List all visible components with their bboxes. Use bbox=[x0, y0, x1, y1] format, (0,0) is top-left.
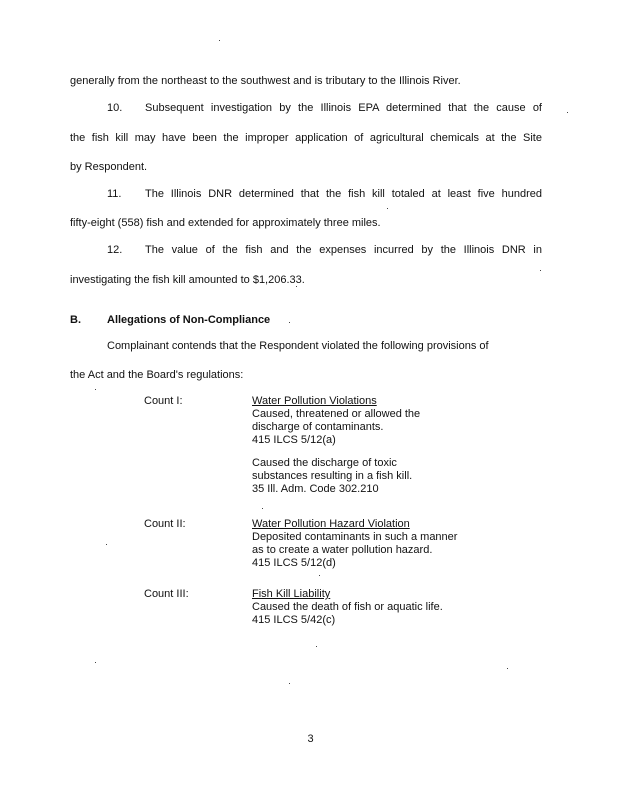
scan-speck bbox=[289, 683, 290, 684]
paragraph-10-number: 10. bbox=[107, 102, 123, 114]
paragraph-12-line-2: investigating the fish kill amounted to $1,206.33. bbox=[70, 274, 305, 286]
intro-line-2: the Act and the Board's regulations: bbox=[70, 369, 244, 381]
scan-speck bbox=[95, 662, 96, 663]
count-2-line-2: as to create a water pollution hazard. bbox=[252, 544, 433, 556]
section-b-letter: B. bbox=[70, 314, 81, 326]
count-1-label: Count I: bbox=[144, 395, 183, 407]
section-b-heading: Allegations of Non-Compliance bbox=[107, 314, 271, 326]
scan-speck bbox=[106, 544, 107, 545]
scan-speck bbox=[289, 322, 290, 323]
scan-speck bbox=[262, 508, 263, 509]
scan-speck bbox=[567, 112, 568, 113]
paragraph-10-line-2: the fish kill may have been the improper application of agricultural chemicals at the Site bbox=[70, 132, 542, 144]
page-number: 3 bbox=[307, 733, 314, 745]
paragraph-11-line-2: fifty-eight (558) fish and extended for approximately three miles. bbox=[70, 217, 381, 229]
intro-line-1: Complainant contends that the Respondent violated the following provisions of bbox=[107, 340, 489, 352]
count-2-label: Count II: bbox=[144, 518, 186, 530]
count-1b-line-2: substances resulting in a fish kill. bbox=[252, 470, 413, 482]
count-2-title: Water Pollution Hazard Violation bbox=[252, 518, 410, 530]
count-2-block bbox=[252, 518, 457, 570]
count-1-title: Water Pollution Violations bbox=[252, 395, 377, 407]
paragraph-12-line-1: The value of the fish and the expenses incurred by the Illinois DNR in bbox=[145, 244, 542, 256]
count-3-label: Count III: bbox=[144, 588, 189, 600]
count-3-line-1: Caused the death of fish or aquatic life. bbox=[252, 601, 443, 613]
count-3-citation: 415 ILCS 5/42(c) bbox=[252, 614, 336, 626]
paragraph-9-tail: generally from the northeast to the southwest and is tributary to the Illinois River. bbox=[70, 75, 461, 87]
count-1b-citation: 35 Ill. Adm. Code 302.210 bbox=[252, 483, 379, 495]
scan-speck bbox=[296, 286, 297, 287]
count-1-block bbox=[252, 395, 420, 496]
paragraph-11-number: 11. bbox=[107, 188, 122, 200]
count-1-line-1: Caused, threatened or allowed the bbox=[252, 408, 421, 420]
paragraph-12-number: 12. bbox=[107, 244, 123, 256]
scan-speck bbox=[219, 40, 220, 41]
scan-speck bbox=[319, 575, 320, 576]
scan-speck bbox=[316, 646, 317, 647]
scan-speck bbox=[95, 389, 96, 390]
paragraph-10-line-3: by Respondent. bbox=[70, 161, 148, 173]
paragraph-11-line-1: The Illinois DNR determined that the fish kill totaled at least five hundred bbox=[145, 188, 542, 200]
count-1-citation: 415 ILCS 5/12(a) bbox=[252, 434, 336, 446]
count-3-block bbox=[252, 588, 443, 627]
count-3-title: Fish Kill Liability bbox=[252, 588, 331, 600]
count-2-line-1: Deposited contaminants in such a manner bbox=[252, 531, 458, 543]
count-1-line-2: discharge of contaminants. bbox=[252, 421, 384, 433]
scan-speck bbox=[387, 208, 388, 209]
count-1b-line-1: Caused the discharge of toxic bbox=[252, 457, 397, 469]
paragraph-10-line-1: Subsequent investigation by the Illinois EPA determined that the cause of bbox=[145, 102, 542, 114]
scan-speck bbox=[507, 668, 508, 669]
count-2-citation: 415 ILCS 5/12(d) bbox=[252, 557, 336, 569]
scan-speck bbox=[540, 270, 541, 271]
